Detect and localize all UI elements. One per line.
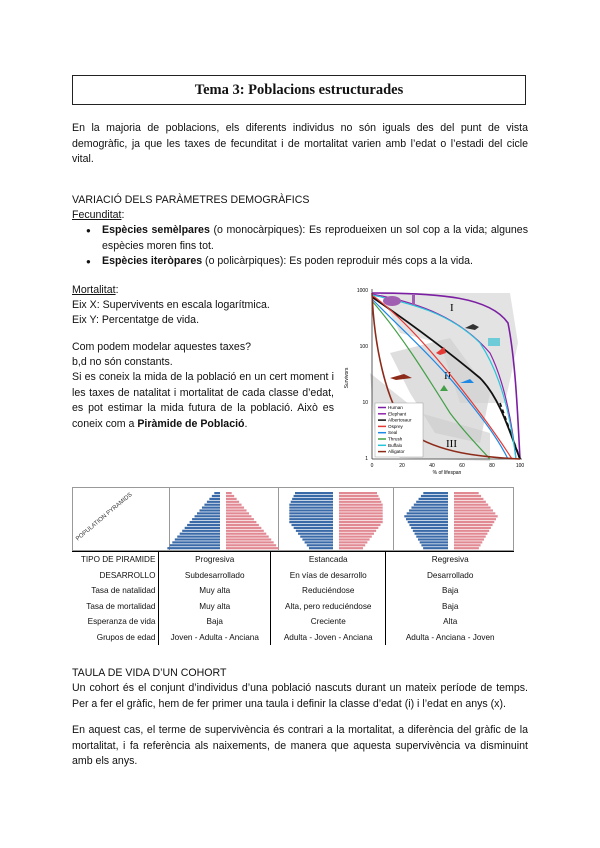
pyramid-bar-male [420,541,448,543]
pyramid-bar-male [309,547,333,549]
pyramid-bar-female [454,492,479,494]
pyramid-bar-female [339,518,383,520]
iteropares-term: Espècies iteròpares [102,255,203,267]
pyramid-bar-male [411,507,448,509]
pyramid-bar-female [226,495,234,497]
table-cell: Regresiva [386,552,514,568]
pyramid-bar-female [226,507,244,509]
semelpares-term: Espècies semèlpares [102,224,210,236]
mortalitat-colon: : [115,284,119,296]
elephant-icon [383,296,401,306]
survivorship-figure [340,283,530,478]
iteropares-desc: (o policàrpiques): Es poden reproduir més cops a la vida. [202,255,473,267]
pyramid-bar-female [454,541,482,543]
page-title: Tema 3: Poblacions estructurades [194,81,404,98]
table-row [72,614,514,630]
pyramid-bar-male [291,501,333,503]
pyramid-bar-female [226,509,247,511]
table-row [72,630,514,646]
row-label: Esperanza de vida [87,617,156,627]
pyramid-bar-female [454,538,484,540]
pyramid-bar-female [339,515,383,517]
region-III-label: III [446,438,457,450]
semelpares-desc: (o monocàrpiques): Es reprodueixen un sol cop a la vida; algunes espècies moren fins tot. [102,224,528,252]
pyramid-bars [167,492,497,549]
pyramid-bar-male [167,547,220,549]
pyramid-bar-male [175,538,220,540]
pyramid-bar-male [415,533,448,535]
pyramid-bar-female [339,492,377,494]
list-item [72,223,528,254]
list-item [72,254,528,270]
pyramid-bar-male [421,544,448,546]
pyramid-bar-male [192,518,220,520]
pyramid-bar-female [226,515,251,517]
table-row [72,583,514,599]
pyramid-bar-female [226,498,237,500]
pyramid-bar-female [339,538,370,540]
pyramid-bar-female [339,536,372,538]
pyramid-bar-male [289,507,333,509]
pyramid-bar-female [454,501,486,503]
pyramid-bar-male [197,512,220,514]
pyramid-bar-female [226,501,239,503]
pyramid-bar-male [207,501,220,503]
pyramid-bar-male [419,498,448,500]
pyramid-paragraph-end: . [244,417,248,430]
pyramid-bar-female [339,504,383,506]
survival-paragraph: En aquest cas, el terme de supervivència és contrari a la mortalitat, a diferència del gràfic de la mortalitat, i fa referència als naixements, de manera que aquesta supervivència va disminuint amb els anys. [72,724,528,767]
pyramid-bar-female [454,515,498,517]
pyramid-bar-female [339,501,381,503]
pyramid-bar-male [296,530,333,532]
model-question: Com podem modelar aquestes taxes? [72,341,252,353]
pyramid-side-label: POPULATION PYRAMIDS [75,492,134,543]
table-row [72,568,514,584]
pyramid-bar-male [180,533,220,535]
y-tick: 100 [359,344,368,350]
pyramid-bar-male [289,515,333,517]
region-II-label: II [444,370,452,382]
mortalitat-text: Mortalitat [72,284,116,296]
table-cell: Reduciéndose [271,583,386,599]
pyramid-bar-male [411,527,448,529]
pyramid-bar-male [289,509,333,511]
pyramid-bar-male [190,521,220,523]
pyramid-bar-female [454,518,496,520]
model-answer: b,d no són constants. [72,356,173,368]
pyramid-svg [73,488,513,550]
pyramid-bar-female [339,509,383,511]
pyramid-bar-female [226,530,264,532]
pyramid-bar-female [454,495,481,497]
human-icon [412,295,415,305]
pyramid-bar-male [209,498,220,500]
pyramid-bar-female [226,518,254,520]
pyramid-bar-male [421,495,448,497]
pyramid-bar-female [454,544,481,546]
pyramid-bar-female [454,530,489,532]
pyramid-bar-female [454,521,494,523]
pyramid-bar-male [302,538,333,540]
table-cell: Adulta - Joven - Anciana [271,630,386,646]
pyramid-bar-female [226,544,276,546]
pyramid-bar-male [199,509,220,511]
legend-entry: Osprey [388,423,403,429]
section-heading-parameters: VARIACIÓ DELS PARÀMETRES DEMOGRÀFICS [72,194,310,206]
pyramid-paragraph [72,370,334,432]
pyramid-bar-female [454,507,491,509]
table-row [72,552,514,568]
section-heading-life-table: TAULA DE VIDA D’UN COHORT [72,667,227,679]
legend-entry: Seal [388,430,398,436]
pyramid-bar-female [226,512,249,514]
table-cell: Adulta - Anciana - Joven [386,630,514,646]
pyramid-bar-female [226,524,259,526]
pyramid-bar-female [226,541,274,543]
pyramid-bar-male [418,538,448,540]
pyramid-bar-male [295,492,333,494]
pyramid-bar-male [408,521,448,523]
x-tick: 0 [370,463,374,469]
pyramid-bar-male [170,544,220,546]
pyramid-bar-female [339,541,367,543]
pyramid-bar-male [300,536,333,538]
cohort-paragraph: Un cohort és el conjunt d’individus d’una població nascuts durant un mateix període de temps. Per a fer el gràfic, hem de fer primer una taula i definir la classe d’edat (i) i l’edat en anys (x). [72,682,528,710]
pyramid-bar-female [454,524,493,526]
table-cell: Muy alta [159,599,271,615]
fecunditat-text: Fecunditat [72,209,122,221]
table-cell: Alta [386,614,514,630]
pyramid-bar-male [305,541,333,543]
pyramid-bar-female [226,547,279,549]
pyramid-bar-male [409,509,448,511]
row-label: Tasa de mortalidad [86,601,156,611]
pyramid-bar-female [454,533,487,535]
pyramid-bar-female [226,538,271,540]
y-tick: 1 [365,456,368,462]
fecunditat-list [72,223,528,270]
pyramid-bar-female [339,495,378,497]
pyramid-bar-female [454,512,495,514]
table-cell: Subdesarrollado [159,568,271,584]
pyramid-bar-female [454,536,486,538]
table-cell: Creciente [271,614,386,630]
pyramid-bar-male [195,515,220,517]
pyramid-bar-female [226,504,242,506]
pyramid-bar-male [404,515,448,517]
table-cell: Muy alta [159,583,271,599]
pyramid-bar-male [416,536,448,538]
table-row [72,599,514,615]
table-cell: Baja [386,583,514,599]
y-axis-label: Survivors [344,367,350,389]
fecunditat-label [72,208,124,224]
row-label: Grupos de edad [96,632,156,642]
legend-entry: Elephant [388,411,407,417]
pyramid-bar-male [289,521,333,523]
pyramid-figure [72,487,514,551]
intro-paragraph: En la majoria de poblacions, els diferents individus no són iguals des del punt de vista demogràfic, ja que les taxes de fecunditat i de mortalitat varien amb l’edat o l’estadi del cicle vital. [72,122,528,165]
pyramid-bar-male [416,501,448,503]
pyramid-bar-male [202,507,220,509]
pyramid-bar-female [454,504,488,506]
region-I-label: I [450,302,454,314]
pyramid-bar-female [226,527,261,529]
x-tick: 40 [429,463,435,469]
pyramid-bar-male [423,492,448,494]
axis-x-note: Eix X: Supervivents en escala logarítmica. [72,299,270,311]
table-cell: Progresiva [159,552,271,568]
pyramid-term: Piràmide de Població [137,417,245,430]
table-cell: Alta, pero reduciéndose [271,599,386,615]
table-cell: En vías de desarrollo [271,568,386,584]
pyramid-bar-female [454,527,491,529]
pyramid-bar-female [339,524,381,526]
table-cell: Desarrollado [386,568,514,584]
y-tick: 10 [362,400,368,406]
pyramid-bar-female [226,533,266,535]
pyramid-bar-female [226,492,232,494]
axis-y-note: Eix Y: Percentatge de vida. [72,314,200,326]
pyramid-bar-male [185,527,220,529]
pyramid-bar-male [407,512,448,514]
row-label: TIPO DE PIRAMIDE [72,552,159,568]
pyramid-table [72,551,514,645]
table-cell: Estancada [271,552,386,568]
pyramid-bar-female [454,509,493,511]
pyramid-bar-male [212,495,220,497]
pyramid-bar-male [292,498,333,500]
pyramid-bar-male [414,504,448,506]
x-tick: 80 [489,463,495,469]
title-box [72,75,526,105]
pyramid-bar-male [406,518,448,520]
row-label: DESARROLLO [99,570,156,580]
x-axis-label: % of lifespan [432,470,462,476]
pyramid-bar-male [291,524,333,526]
pyramid-bar-male [289,518,333,520]
pyramid-bar-male [294,527,333,529]
pyramid-bar-male [307,544,333,546]
pyramid-bar-male [214,492,220,494]
pyramid-bar-male [409,524,448,526]
pyramid-bar-female [339,521,383,523]
pyramid-bar-female [454,547,479,549]
row-label: Tasa de natalidad [91,586,156,596]
fecunditat-colon: : [121,209,125,221]
pyramid-bar-male [182,530,220,532]
legend-entry: Thrush [388,436,403,442]
pyramid-bar-female [339,547,363,549]
x-tick: 100 [515,463,525,469]
pyramid-bar-female [339,530,376,532]
pyramid-bar-female [339,544,365,546]
pyramid-bar-male [298,533,333,535]
pyramid-bar-male [294,495,333,497]
pyramid-paragraph-text: Si es coneix la mida de la població en un cert moment i les taxes de natalitat i mortalitat de cada classe d’edat, es pot estimar la mida futura de la població. Això es coneix com a [72,371,334,430]
pyramid-bar-female [339,527,378,529]
pyramid-bar-female [339,533,374,535]
pyramid-bar-male [172,541,220,543]
buffalo-icon [488,338,500,346]
pyramid-bar-female [226,536,269,538]
pyramid-bar-male [187,524,220,526]
pyramid-bar-female [339,512,383,514]
table-cell: Joven - Adulta - Anciana [159,630,271,646]
legend-entry: Albertosaur [388,417,412,423]
table-cell: Baja [159,614,271,630]
legend-entry: Buffalo [388,442,403,448]
pyramid-bar-male [289,512,333,514]
pyramid-bar-female [226,521,256,523]
mortalitat-label [72,283,119,299]
pyramid-bar-male [177,536,220,538]
pyramid-bar-male [204,504,220,506]
table-cell: Baja [386,599,514,615]
pyramid-bar-female [454,498,483,500]
pyramid-bar-male [413,530,448,532]
pyramid-bar-male [289,504,333,506]
x-tick: 60 [459,463,465,469]
pyramid-bar-male [423,547,448,549]
y-tick: 1000 [356,288,368,294]
pyramid-bar-female [339,507,383,509]
x-tick: 20 [399,463,405,469]
pyramid-bar-female [339,498,380,500]
legend-entry: Alligator [388,449,405,455]
legend-entry: Human [388,405,403,410]
